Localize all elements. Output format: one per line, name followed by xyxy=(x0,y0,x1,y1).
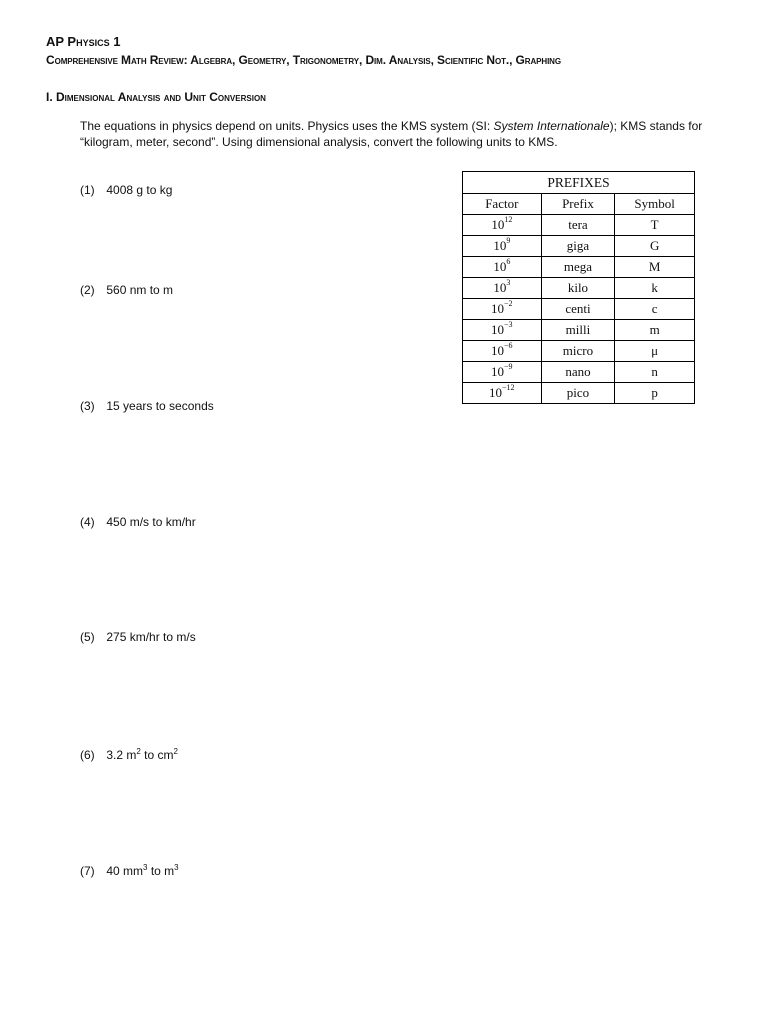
prefixes-table xyxy=(462,171,695,404)
factor-exponent: −12 xyxy=(502,383,515,392)
factor-exponent: 12 xyxy=(504,215,513,224)
problem-text xyxy=(106,864,178,878)
factor-cell xyxy=(463,299,542,320)
prefix-cell: tera xyxy=(541,215,615,236)
intro-text-italic: System Internationale xyxy=(493,119,610,133)
prefix-cell: mega xyxy=(541,257,615,278)
factor-cell xyxy=(463,236,542,257)
factor-exponent: 3 xyxy=(506,278,511,287)
factor-base: 10 xyxy=(491,301,505,316)
prefix-cell: micro xyxy=(541,341,615,362)
table-row xyxy=(463,257,695,278)
problem-number: (3) xyxy=(80,399,95,413)
symbol-cell: c xyxy=(615,299,695,320)
factor-base: 10 xyxy=(493,280,507,295)
factor-base: 10 xyxy=(493,238,507,253)
header-symbol: Symbol xyxy=(615,194,695,215)
header-factor: Factor xyxy=(463,194,542,215)
problem-text: 15 years to seconds xyxy=(106,399,214,413)
intro-text-a: The equations in physics depend on units. Physics uses the KMS system (SI: xyxy=(80,119,494,133)
table-row xyxy=(463,299,695,320)
document-subtitle: Comprehensive Math Review: Algebra, Geometry, Trigonometry, Dim. Analysis, Scientific Not., Graphing xyxy=(46,53,561,67)
exponent: 3 xyxy=(174,863,179,872)
problem-text xyxy=(106,748,178,762)
problem-2 xyxy=(80,283,173,297)
symbol-cell: G xyxy=(615,236,695,257)
problem-number: (7) xyxy=(80,864,95,878)
table-row xyxy=(463,362,695,383)
symbol-cell: k xyxy=(615,278,695,299)
factor-exponent: 9 xyxy=(506,236,511,245)
problem-3 xyxy=(80,399,214,413)
problem-6 xyxy=(80,748,178,762)
factor-cell xyxy=(463,383,542,404)
problem-number: (1) xyxy=(80,183,95,197)
factor-base: 10 xyxy=(491,217,505,232)
table-row xyxy=(463,215,695,236)
factor-cell xyxy=(463,362,542,383)
factor-cell xyxy=(463,257,542,278)
problem-text-part: to m xyxy=(147,864,175,878)
problem-number: (6) xyxy=(80,748,95,762)
prefix-cell: milli xyxy=(541,320,615,341)
intro-paragraph xyxy=(80,118,720,150)
symbol-cell: p xyxy=(615,383,695,404)
exponent: 2 xyxy=(173,747,178,756)
prefix-cell: nano xyxy=(541,362,615,383)
problem-4 xyxy=(80,515,196,529)
factor-exponent: 6 xyxy=(506,257,511,266)
problem-number: (2) xyxy=(80,283,95,297)
prefix-cell: kilo xyxy=(541,278,615,299)
symbol-cell: M xyxy=(615,257,695,278)
problem-1 xyxy=(80,183,172,197)
problem-text-part: 40 mm xyxy=(106,864,144,878)
factor-base: 10 xyxy=(493,259,507,274)
header-prefix: Prefix xyxy=(541,194,615,215)
prefix-cell: centi xyxy=(541,299,615,320)
problem-text: 275 km/hr to m/s xyxy=(106,630,196,644)
factor-cell xyxy=(463,278,542,299)
document-title: AP Physics 1 xyxy=(46,34,121,49)
symbol-cell: T xyxy=(615,215,695,236)
section-title: I. Dimensional Analysis and Unit Conversion xyxy=(46,90,266,104)
prefix-cell: giga xyxy=(541,236,615,257)
table-row xyxy=(463,341,695,362)
symbol-cell: m xyxy=(615,320,695,341)
factor-cell xyxy=(463,341,542,362)
factor-exponent: −2 xyxy=(504,299,513,308)
factor-base: 10 xyxy=(491,364,505,379)
table-row xyxy=(463,278,695,299)
symbol-cell: n xyxy=(615,362,695,383)
table-row xyxy=(463,236,695,257)
factor-cell xyxy=(463,215,542,236)
problem-text: 560 nm to m xyxy=(106,283,174,297)
table-caption: PREFIXES xyxy=(463,172,695,194)
exponent: 2 xyxy=(136,747,141,756)
prefix-cell: pico xyxy=(541,383,615,404)
problem-text: 4008 g to kg xyxy=(106,183,173,197)
factor-exponent: −9 xyxy=(504,362,513,371)
factor-base: 10 xyxy=(489,385,503,400)
factor-base: 10 xyxy=(491,343,505,358)
symbol-cell: μ xyxy=(615,341,695,362)
problem-number: (5) xyxy=(80,630,95,644)
factor-cell xyxy=(463,320,542,341)
problem-text-part: to cm xyxy=(140,748,174,762)
problem-5 xyxy=(80,630,196,644)
problem-number: (4) xyxy=(80,515,95,529)
factor-exponent: −3 xyxy=(504,320,513,329)
exponent: 3 xyxy=(143,863,148,872)
table-row xyxy=(463,383,695,404)
problem-7 xyxy=(80,864,179,878)
table-row xyxy=(463,320,695,341)
factor-base: 10 xyxy=(491,322,505,337)
intro-text-b: ); KMS stands for “kilogram, meter, second”. Using dimensional analysis, convert the following units to KMS. xyxy=(80,119,703,149)
problem-text: 450 m/s to km/hr xyxy=(106,515,196,529)
problem-text-part: 3.2 m xyxy=(106,748,137,762)
factor-exponent: −6 xyxy=(504,341,513,350)
